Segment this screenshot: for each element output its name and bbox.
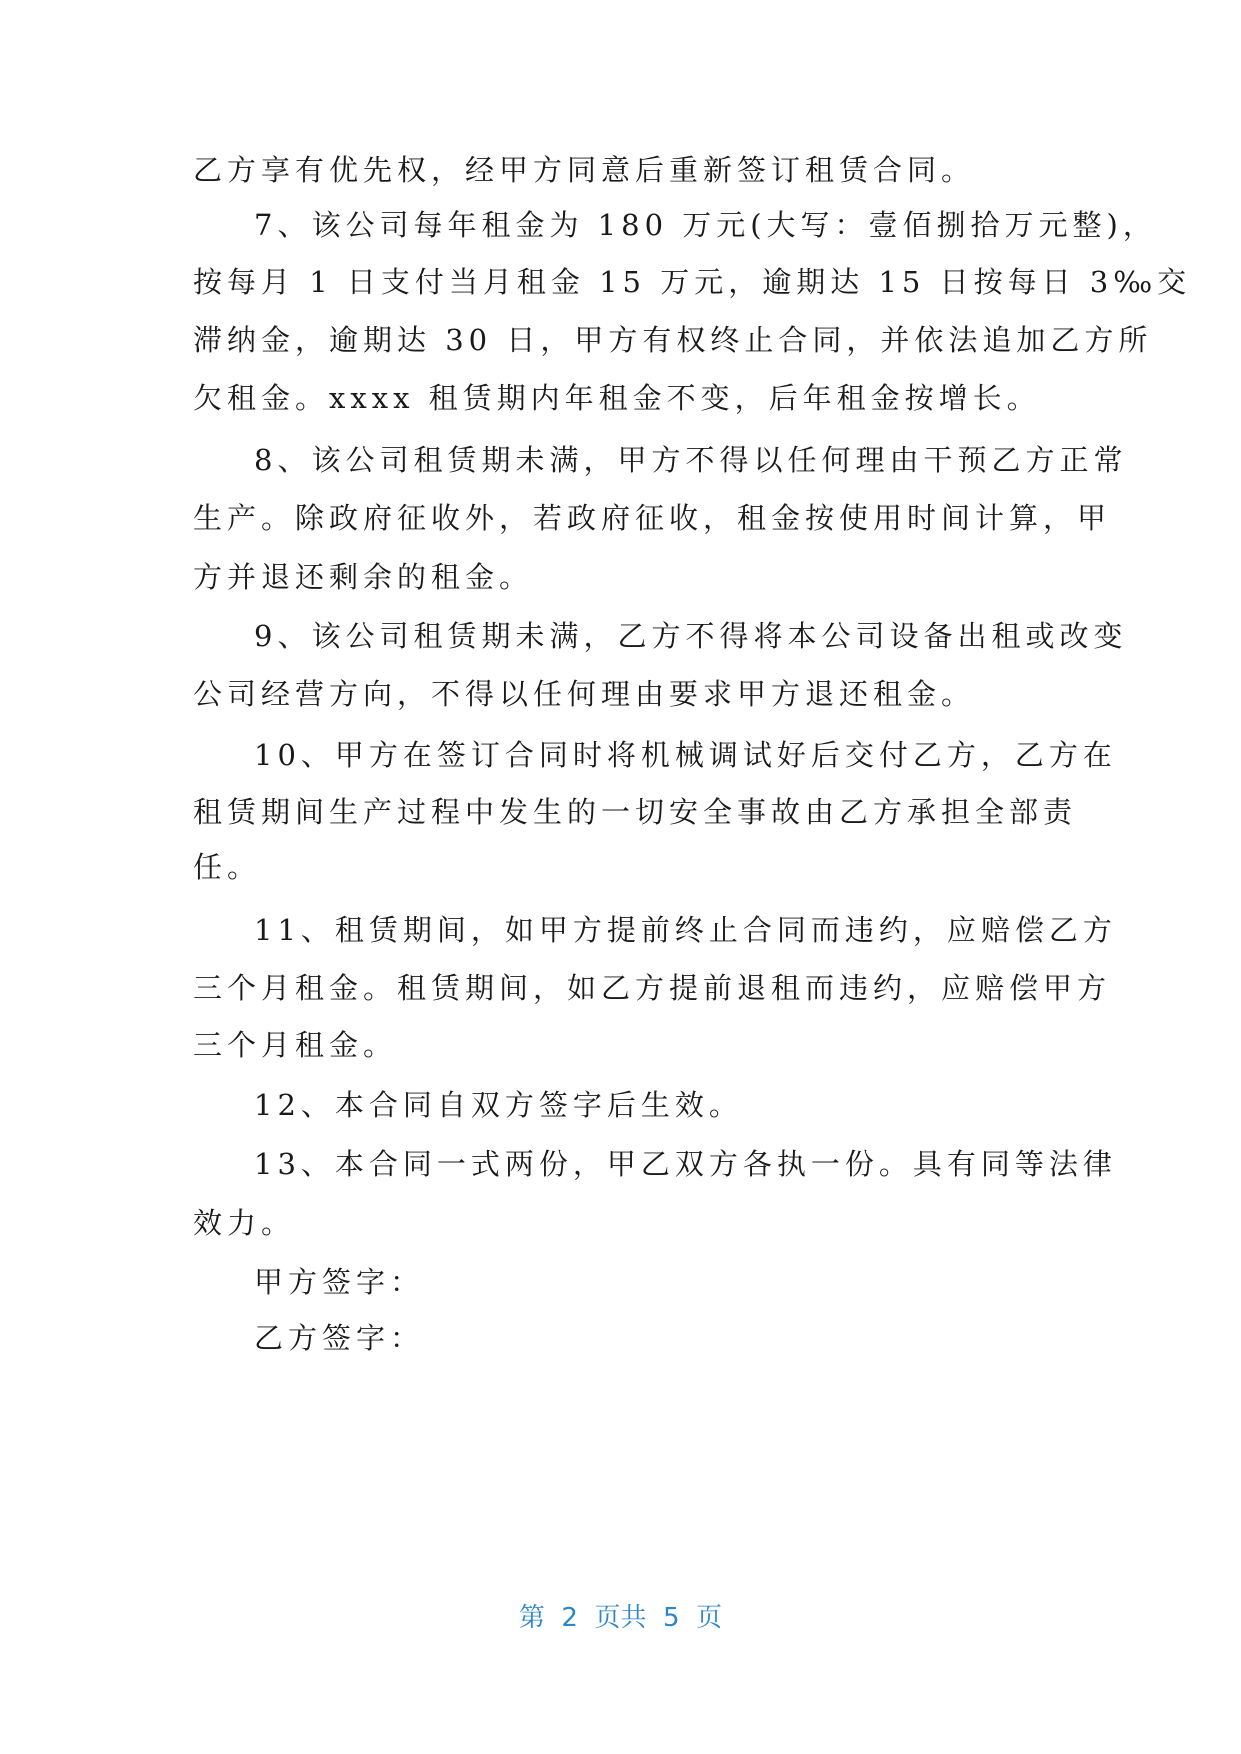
clause-7-line-2: 按每月 1 日支付当月租金 15 万元，逾期达 15 日按每日 3‰交 <box>193 265 1192 299</box>
clause-13-line-2: 效力。 <box>193 1206 296 1240</box>
clause-8-line-2: 生产。除政府征收外，若政府征收，租金按使用时间计算，甲 <box>193 501 1112 535</box>
clause-11-line-2: 三个月租金。租赁期间，如乙方提前退租而违约，应赔偿甲方 <box>193 971 1112 1005</box>
clause-13-line-1: 13、本合同一式两份，甲乙双方各执一份。具有同等法律 <box>254 1147 1117 1181</box>
clause-9-line-1: 9、该公司租赁期未满，乙方不得将本公司设备出租或改变 <box>254 619 1128 653</box>
clause-10-line-1: 10、甲方在签订合同时将机械调试好后交付乙方，乙方在 <box>254 738 1117 772</box>
party-b-signature-label: 乙方签字： <box>254 1321 425 1355</box>
clause-8-line-3: 方并退还剩余的租金。 <box>193 560 534 594</box>
clause-8-line-1: 8、该公司租赁期未满，甲方不得以任何理由干预乙方正常 <box>254 443 1128 477</box>
paragraph-line: 乙方享有优先权，经甲方同意后重新签订租赁合同。 <box>193 153 976 187</box>
page-number-footer: 第 2 页共 5 页 <box>518 1603 723 1633</box>
clause-10-line-2: 租赁期间生产过程中发生的一切安全事故由乙方承担全部责 <box>193 795 1078 829</box>
clause-7-line-4: 欠租金。xxxx 租赁期内年租金不变，后年租金按增长。 <box>193 381 1041 415</box>
clause-10-line-3: 任。 <box>193 850 262 884</box>
party-a-signature-label: 甲方签字： <box>254 1265 425 1299</box>
clause-11-line-1: 11、租赁期间，如甲方提前终止合同而违约，应赔偿乙方 <box>254 913 1117 947</box>
clause-12-line-1: 12、本合同自双方签字后生效。 <box>254 1088 743 1122</box>
clause-9-line-2: 公司经营方向，不得以任何理由要求甲方退还租金。 <box>193 677 976 711</box>
clause-11-line-3: 三个月租金。 <box>193 1028 398 1062</box>
clause-7-line-3: 滞纳金，逾期达 30 日，甲方有权终止合同，并依法追加乙方所 <box>193 323 1153 357</box>
clause-7-line-1: 7、该公司每年租金为 180 万元(大写：壹佰捌拾万元整)， <box>254 208 1157 242</box>
